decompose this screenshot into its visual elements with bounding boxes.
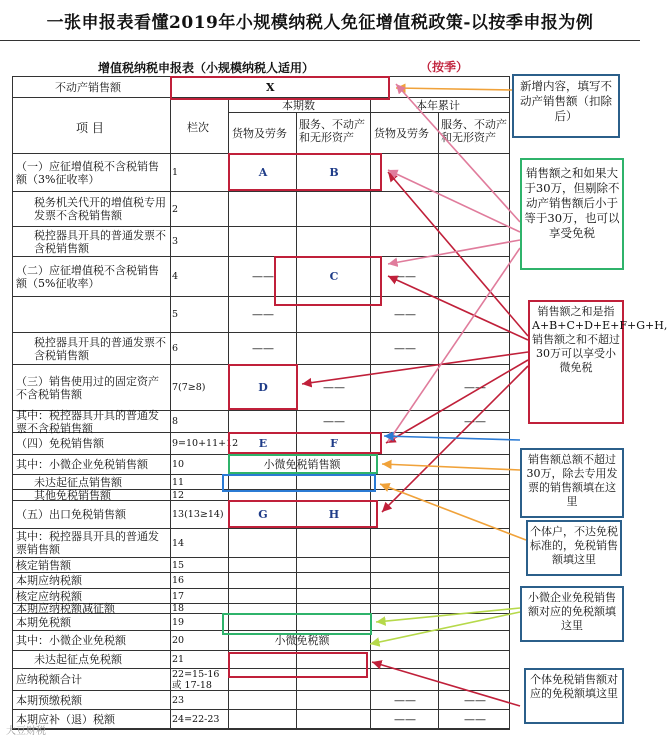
header-services-ytd: 服务、不动产和无形资产 xyxy=(441,118,507,144)
row-col-no: 9=10+11+12 xyxy=(172,438,239,449)
realestate-value: X xyxy=(266,81,275,94)
note-small-micro-sales: 销售额总额不超过30万，除去专用发票的销售额填在这里 xyxy=(520,448,624,518)
row-col-no: 17 xyxy=(172,590,185,602)
row-item-label xyxy=(16,298,168,331)
highlight-d xyxy=(228,364,298,410)
row-col-no: 16 xyxy=(172,575,185,586)
page-title: 一张申报表看懂2019年小规模纳税人免征增值税政策-以按季申报为例 xyxy=(46,13,594,33)
row-col-no: 11 xyxy=(172,476,185,488)
row-item-label: 税控器具开具的普通发票不含税销售额 xyxy=(34,335,166,362)
row-col-no: 2 xyxy=(172,203,179,215)
row-services-value: H xyxy=(328,508,340,521)
row-col-no: 21 xyxy=(172,654,185,665)
row-item-label: 未达起征点销售额 xyxy=(34,475,122,489)
row-col-no: 5 xyxy=(172,309,179,320)
row-col-no: 10 xyxy=(172,459,185,470)
row-item-label: 税务机关代开的增值税专用发票不含税销售额 xyxy=(34,196,166,222)
row-goods-value: —— xyxy=(252,308,274,321)
header-goods-ytd: 货物及劳务 xyxy=(374,127,429,140)
row-services-ytd-value: —— xyxy=(464,415,486,428)
row-col-no: 1 xyxy=(172,167,179,178)
row-goods-ytd-value: —— xyxy=(394,270,416,283)
row-services-value: —— xyxy=(323,415,345,428)
row-col-no: 12 xyxy=(172,489,185,501)
row-col-no: 4 xyxy=(172,271,179,282)
row-item-label: （五）出口免税销售额 xyxy=(16,508,126,521)
row-goods-ytd-value: —— xyxy=(394,713,416,726)
row-goods-value: G xyxy=(258,508,268,521)
row-item-label: 本期应纳税额 xyxy=(16,574,82,587)
row-merged-value: 小微免税销售额 xyxy=(263,458,341,471)
row-services-value: —— xyxy=(323,381,345,394)
row-services-ytd-value: —— xyxy=(464,713,486,726)
row-services-value: F xyxy=(330,437,338,450)
row-item-label: 本期应补（退）税额 xyxy=(16,713,115,726)
row-goods-value: D xyxy=(258,381,268,394)
highlight-ef xyxy=(228,432,382,454)
row-col-no: 24=22-23 xyxy=(172,714,220,725)
quarter-tag: （按季） xyxy=(420,60,469,74)
row-goods-value: —— xyxy=(252,270,274,283)
note-individual-sales: 个体户，不达免税标准的，免税销售额填这里 xyxy=(526,520,622,576)
row-item-label: 未达起征点免税额 xyxy=(34,653,122,666)
row-goods-value: —— xyxy=(252,342,274,355)
row-item-label: 应纳税额合计 xyxy=(16,673,82,686)
row-goods-ytd-value: —— xyxy=(394,693,416,707)
header-col-no: 栏次 xyxy=(187,121,209,134)
row-col-no: 13(13≥14) xyxy=(172,509,224,520)
row-services-ytd-value: —— xyxy=(464,693,486,707)
row-col-no: 22=15-16 或 17-18 xyxy=(172,668,220,691)
highlight-c xyxy=(274,256,382,306)
note-sales-sum: 销售额之和是指A+B+C+D+E+F+G+H, 销售额之和不超过30万可以享受小微免税 xyxy=(528,300,624,424)
row-item-label: （二）应征增值税不含税销售额（5%征收率） xyxy=(16,263,159,290)
row-col-no: 18 xyxy=(172,603,185,614)
row-item-label: 税控器具开具的普通发票不含税销售额 xyxy=(34,228,166,255)
row-services-value: C xyxy=(329,270,339,283)
row-item-label: 本期应纳税额减征额 xyxy=(16,602,115,615)
row-item-label: 其中：税控器具开具的普通发票不含税销售额 xyxy=(16,408,159,435)
row-item-label: （三）销售使用过的固定资产不含税销售额 xyxy=(16,374,159,401)
row-goods-ytd-value: —— xyxy=(394,308,416,321)
row-item-label: 其中：小微企业免税额 xyxy=(16,634,126,647)
highlight-gh xyxy=(228,500,378,528)
row-col-no: 15 xyxy=(172,559,185,571)
note-individual-tax: 个体免税销售额对应的免税额填这里 xyxy=(524,668,624,724)
row-goods-value: E xyxy=(258,437,268,450)
highlight-exempt-tax xyxy=(222,613,372,635)
row-item-label: （一）应征增值税不含税销售额（3%征收率） xyxy=(16,159,159,186)
row-col-no: 14 xyxy=(172,537,185,549)
note-small-micro-tax: 小微企业免税销售额对应的免税额填这里 xyxy=(520,586,624,642)
row-col-no: 23 xyxy=(172,694,185,706)
header-current-period: 本期数 xyxy=(282,99,315,112)
highlight-small-micro-sales xyxy=(228,454,378,474)
row-col-no: 20 xyxy=(172,635,185,646)
row-merged-value: 小微免税额 xyxy=(274,634,330,647)
row-item-label: 其中：税控器具开具的普通发票销售额 xyxy=(16,530,159,556)
form-title: 增值税纳税申报表（小规模纳税人适用） xyxy=(98,61,315,75)
row-goods-value: A xyxy=(258,166,268,179)
row-goods-ytd-value: —— xyxy=(394,342,416,355)
note-deduct-realestate: 销售额之和如果大于30万，但剔除不动产销售额后小于等于30万，也可以享受免税 xyxy=(520,158,624,270)
header-item: 项 目 xyxy=(76,121,104,135)
realestate-label: 不动产销售额 xyxy=(55,81,121,94)
row-col-no: 8 xyxy=(172,416,179,427)
row-item-label: 其他免税销售额 xyxy=(34,488,111,502)
highlight-realestate xyxy=(170,76,390,100)
row-services-ytd-value: —— xyxy=(464,381,486,394)
row-item-label: 其中：小微企业免税销售额 xyxy=(16,458,148,471)
row-services-value: B xyxy=(329,166,339,179)
highlight-below-threshold-tax xyxy=(228,652,368,678)
watermark: 大豆财税 xyxy=(6,726,46,737)
header-ytd: 本年累计 xyxy=(416,99,460,112)
highlight-ab xyxy=(228,153,382,191)
row-item-label: 本期预缴税额 xyxy=(16,693,82,707)
row-col-no: 19 xyxy=(172,616,185,628)
row-col-no: 3 xyxy=(172,236,179,247)
highlight-below-threshold-sales xyxy=(222,474,376,492)
header-goods: 货物及劳务 xyxy=(232,127,287,140)
note-new-realestate: 新增内容，填写不动产销售额（扣除后） xyxy=(512,74,620,138)
row-item-label: （四）免税销售额 xyxy=(16,437,104,450)
row-item-label: 本期免税额 xyxy=(16,615,71,629)
row-item-label: 核定应纳税额 xyxy=(16,589,82,603)
header-services: 服务、不动产和无形资产 xyxy=(299,118,365,144)
row-col-no: 6 xyxy=(172,343,179,354)
row-col-no: 7(7≥8) xyxy=(172,382,206,393)
row-item-label: 核定销售额 xyxy=(16,558,71,572)
